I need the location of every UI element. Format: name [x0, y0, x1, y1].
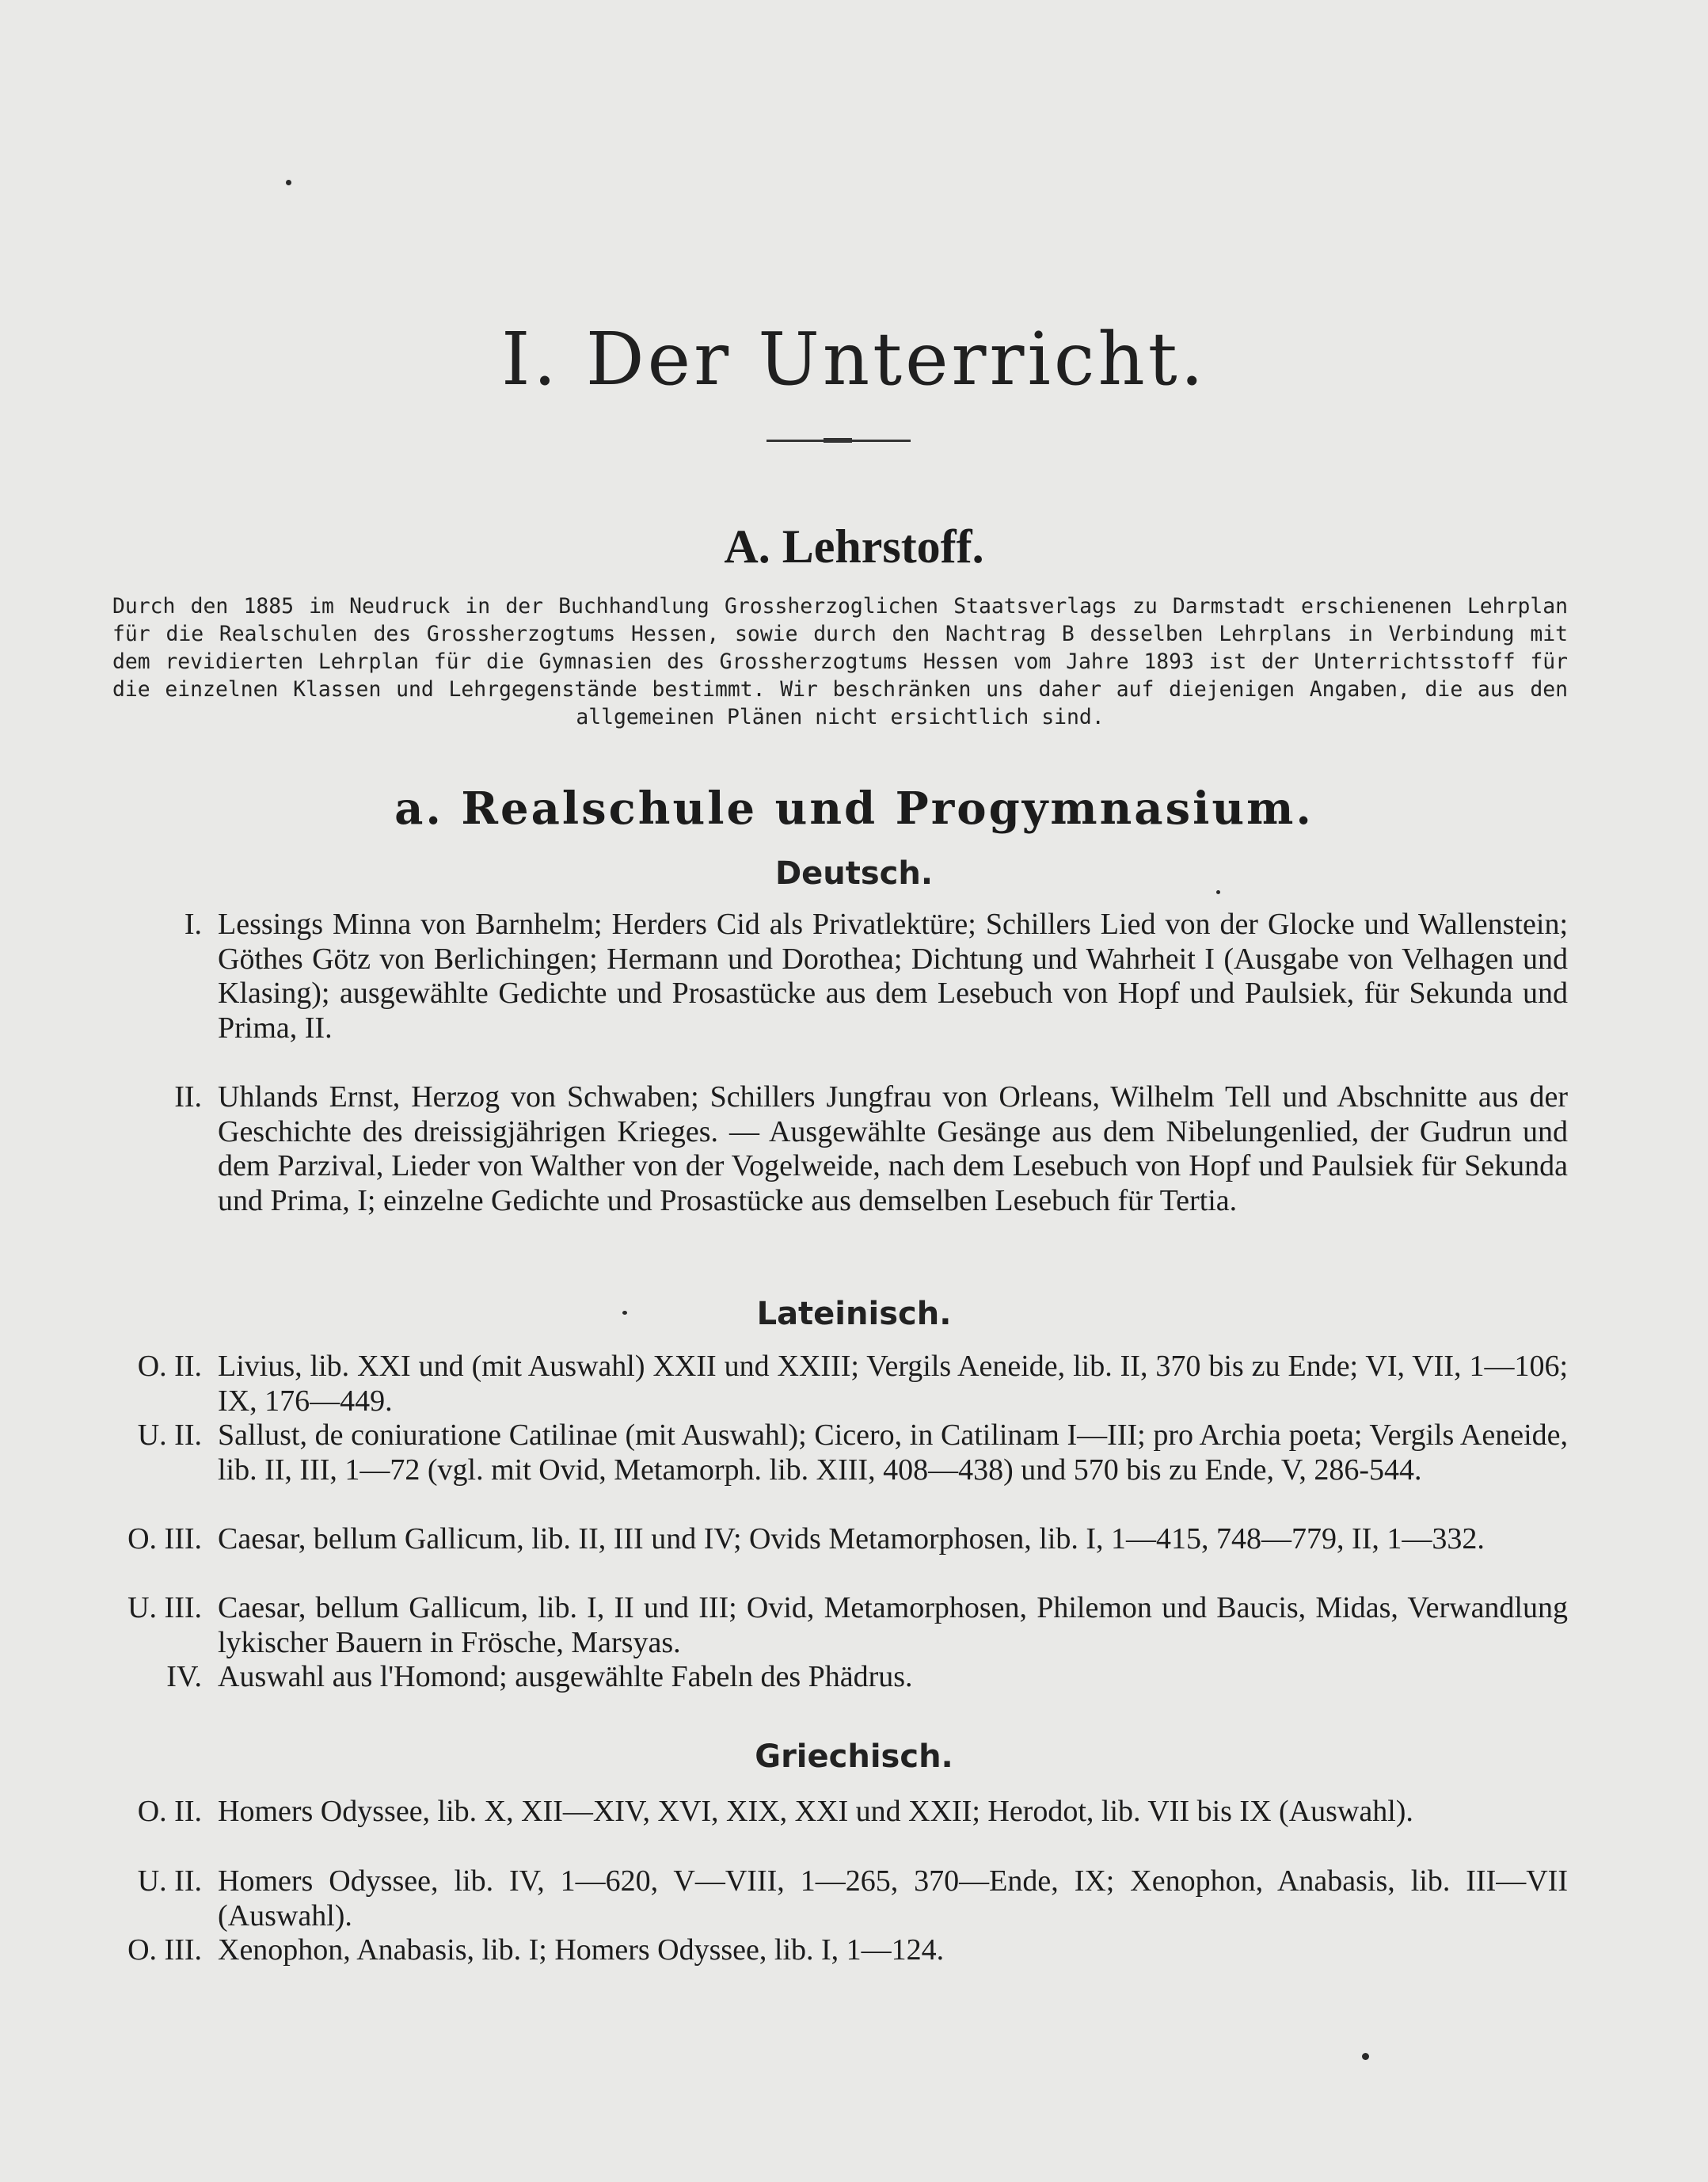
class-label: I. [184, 908, 202, 941]
list-item [79, 1080, 1568, 1218]
entry-text: Livius, lib. XXI und (mit Auswahl) XXII und XXIII; Vergils Aeneide, lib. II, 370 bis zu Ende; VI, VII, 1—106; IX, 176—449. [218, 1350, 1568, 1418]
list-item [79, 908, 1568, 1045]
class-label: U. III. [127, 1591, 202, 1624]
subject-heading-lateinisch: Lateinisch. [756, 1296, 952, 1332]
class-label: U. II. [137, 1418, 202, 1452]
print-speck [1362, 2053, 1369, 2060]
print-speck [286, 180, 291, 185]
intro-paragraph: Durch den 1885 im Neudruck in der Buchhandlung Grossherzoglichen Staatsverlags zu Darmstadt erschienenen Lehrplan für die Realschulen des Grossherzogtums Hessen, sowie durch den Nachtrag B desselben Lehrplans in Verbindung mit dem revidierten Lehrplan für die Gymnasien des Grossherzogtums Hessen vom Jahre 1893 ist der Unterrichtsstoff für die einzelnen Klassen und Lehrgegenstände bestimmt. Wir beschränken uns daher auf diejenigen Angaben, die aus den allgemeinen Plänen nicht ersichtlich sind. [112, 594, 1568, 729]
list-item [79, 1418, 1568, 1487]
entry-text: Lessings Minna von Barnhelm; Herders Cid als Privatlektüre; Schillers Lied von der Glocke und Wallenstein; Göthes Götz von Berlichingen; Hermann und Dorothea; Dichtung und Wahrheit I (Ausgabe von Velhagen und Klasing); ausgewählte Gedichte und Prosastücke aus dem Lesebuch von Hopf und Paulsiek, für Sekunda und Prima, II. [218, 908, 1568, 1045]
subsection-heading-realschule: a. Realschule und Progymnasium. [394, 783, 1314, 835]
class-label: O. III. [127, 1933, 202, 1967]
entry-text: Caesar, bellum Gallicum, lib. I, II und III; Ovid, Metamorphosen, Philemon und Baucis, Midas, Verwandlung lykischer Bauern in Frösche, Marsyas. [218, 1591, 1568, 1659]
class-label: IV. [166, 1660, 202, 1693]
class-label: U. II. [137, 1864, 202, 1898]
entry-text: Xenophon, Anabasis, lib. I; Homers Odyssee, lib. I, 1—124. [218, 1933, 945, 1967]
page-title: I. Der Unterricht. [501, 317, 1207, 402]
list-item [79, 1864, 1568, 1933]
list-item [79, 1660, 1568, 1695]
list-item [79, 1591, 1568, 1660]
class-label: O. II. [137, 1350, 202, 1383]
subject-heading-deutsch: Deutsch. [774, 855, 934, 892]
class-label: O. III. [127, 1522, 202, 1556]
class-label: O. II. [137, 1795, 202, 1828]
subject-heading-griechisch: Griechisch. [755, 1738, 953, 1775]
entry-text: Caesar, bellum Gallicum, lib. II, III und IV; Ovids Metamorphosen, lib. I, 1—415, 748—779, II, 1—332. [218, 1522, 1485, 1556]
list-item [79, 1350, 1568, 1418]
entry-text: Uhlands Ernst, Herzog von Schwaben; Schillers Jungfrau von Orleans, Wilhelm Tell und Abschnitte aus der Geschichte des dreissigjährigen Krieges. — Ausgewählte Gesänge aus dem Nibelungenlied, der Gudrun und dem Parzival, Lieder von Walther von der Vogelweide, nach dem Lesebuch von Hopf und Paulsiek für Sekunda und Prima, I; einzelne Gedichte und Prosastücke aus demselben Lesebuch für Tertia. [218, 1080, 1568, 1217]
list-item [79, 1522, 1568, 1557]
entry-text: Homers Odyssee, lib. IV, 1—620, V—VIII, 1—265, 370—Ende, IX; Xenophon, Anabasis, lib. III—VII (Auswahl). [218, 1864, 1568, 1933]
entry-text: Sallust, de coniuratione Catilinae (mit Auswahl); Cicero, in Catilinam I—III; pro Archia poeta; Vergils Aeneide, lib. II, III, 1—72 (vgl. mit Ovid, Metamorph. lib. XIII, 408—438) und 570 bis zu Ende, V, 286-544. [218, 1418, 1568, 1487]
class-label: II. [174, 1080, 202, 1114]
list-item [79, 1933, 1568, 1968]
section-heading-lehrstoff: A. Lehrstoff. [724, 520, 984, 573]
title-divider-ornament [824, 438, 852, 443]
entry-text: Homers Odyssee, lib. X, XII—XIV, XVI, XIX, XXI und XXII; Herodot, lib. VII bis IX (Auswahl). [218, 1795, 1413, 1828]
entry-text: Auswahl aus l'Homond; ausgewählte Fabeln des Phädrus. [218, 1660, 913, 1693]
list-item [79, 1795, 1568, 1830]
